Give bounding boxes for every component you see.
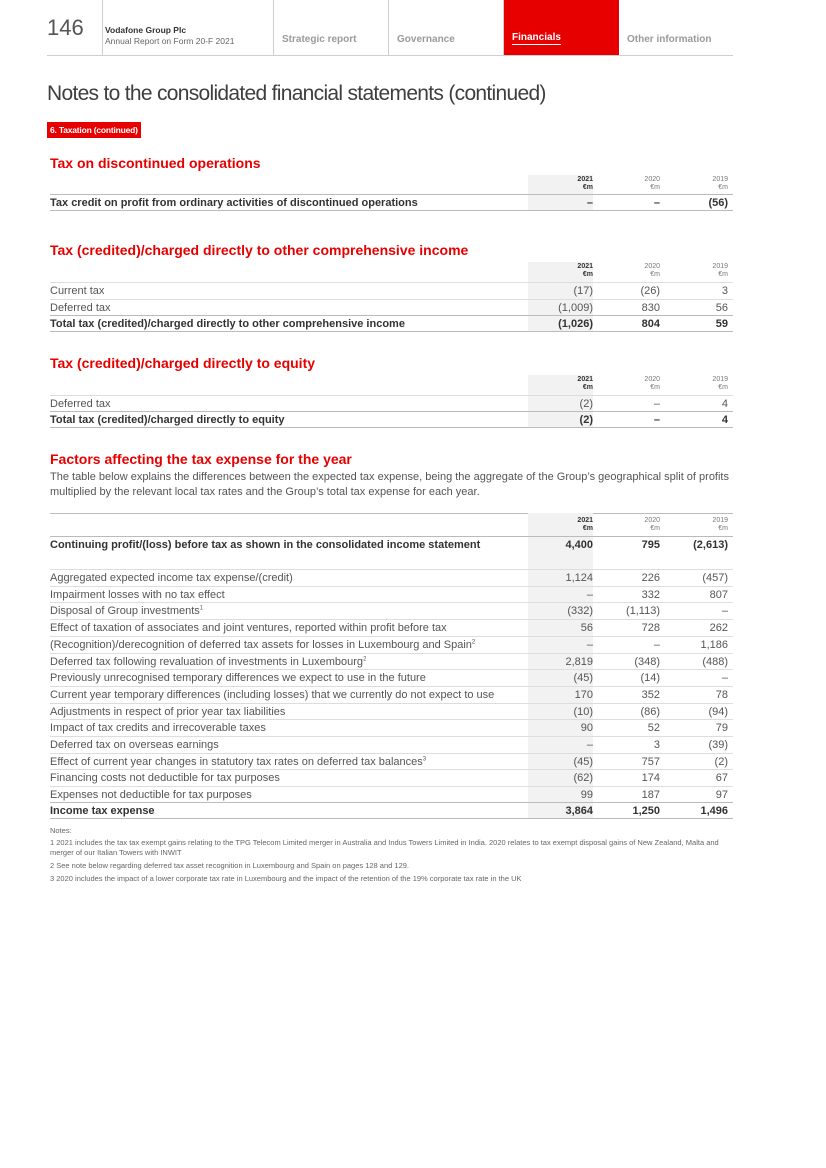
- table-row: Deferred tax (1,009) 830 56: [50, 299, 733, 316]
- table-row: Adjustments in respect of prior year tax liabilities (10) (86) (94): [50, 703, 733, 720]
- col-2021: 2021 €m: [577, 176, 593, 191]
- table-row: Effect of taxation of associates and joint ventures, reported within profit before tax 56 728 262: [50, 619, 733, 636]
- table-row: Financing costs not deductible for tax purposes (62) 174 67: [50, 769, 733, 786]
- top-navigation: [47, 0, 733, 56]
- col-2020: 2020 €m: [644, 176, 660, 191]
- table-row: Effect of current year changes in statutory tax rates on deferred tax balances$^3$ (45) 757 (2): [50, 753, 733, 770]
- section-title-oci: Tax (credited)/charged directly to other comprehensive income: [50, 242, 469, 258]
- footnotes: [50, 826, 730, 887]
- table-row: Deferred tax on overseas earnings – 3 (39): [50, 736, 733, 753]
- note-badge: 6. Taxation (continued): [47, 122, 141, 138]
- tab-strategic-report[interactable]: Strategic report: [274, 0, 389, 55]
- section-title-discontinued: Tax on discontinued operations: [50, 155, 261, 171]
- column-header: 2021 €m 2020 €m 2019 €m: [577, 517, 728, 532]
- report-identity: [103, 0, 274, 55]
- page-number: 146: [47, 14, 84, 40]
- table-row: Current year temporary differences (including losses) that we currently do not expect to use 170 352 78: [50, 686, 733, 703]
- report-name: Annual Report on Form 20-F 2021: [105, 36, 235, 46]
- notes-title: Notes:: [50, 826, 72, 835]
- footnote-2: 2 See note below regarding deferred tax asset recognition in Luxembourg and Spain on pages 128 and 129.: [50, 861, 410, 870]
- table-row: Expenses not deductible for tax purposes 99 187 97: [50, 786, 733, 803]
- company-name: Vodafone Group Plc: [105, 25, 187, 35]
- table-row: Deferred tax following revaluation of investments in Luxembourg$^2$ 2,819 (348) (488): [50, 653, 733, 670]
- divider: [50, 513, 733, 514]
- tab-governance[interactable]: Governance: [389, 0, 504, 55]
- table-row-total: Total tax (credited)/charged directly to other comprehensive income (1,026) 804 59: [50, 315, 733, 332]
- section-title-factors: Factors affecting the tax expense for the year: [50, 451, 352, 467]
- table-row: Aggregated expected income tax expense/(credit) 1,124 226 (457): [50, 569, 733, 586]
- page-number-box: [47, 0, 103, 55]
- table-row: Previously unrecognised temporary differences we expect to use in the future (45) (14) –: [50, 669, 733, 686]
- table-row: Current tax (17) (26) 3: [50, 282, 733, 299]
- column-header: 2021 €m 2020 €m 2019 €m: [577, 263, 728, 278]
- table-row-total: Total tax (credited)/charged directly to equity (2) – 4: [50, 411, 733, 428]
- section-title-equity: Tax (credited)/charged directly to equity: [50, 355, 316, 371]
- page-title: Notes to the consolidated financial statements (continued): [47, 82, 546, 105]
- table-row: Impairment losses with no tax effect – 332 807: [50, 586, 733, 603]
- column-header: [50, 176, 733, 196]
- col-2019: 2019 €m: [712, 176, 728, 191]
- section-intro: The table below explains the differences between the expected tax expense, being the aggregate of the Group’s geographical split of profits multiplied by the relevant local tax rates and the Group’s total tax expense for each year.: [50, 471, 729, 498]
- footnote-3: 3 2020 includes the impact of a lower corporate tax rate in Luxembourg and the impact of the retention of the 19% corporate tax rate in the UK: [50, 874, 522, 883]
- table-row: Deferred tax (2) – 4: [50, 395, 733, 412]
- table-row: Impact of tax credits and irrecoverable taxes 90 52 79: [50, 719, 733, 736]
- footnote-1: 1 2021 includes the tax tax exempt gains relating to the TPG Telecom Limited merger in Australia and Indus Towers Limited in India. 2020 relates to tax exempt disposal gains of New Zealand, Malta and merger of our Italian Towers with INWIT: [50, 838, 719, 857]
- table-row: (Recognition)/derecognition of deferred tax assets for losses in Luxembourg and Spain$^2$ – – 1,186: [50, 636, 733, 653]
- column-header: 2021 €m 2020 €m 2019 €m: [577, 376, 728, 391]
- table-row: Tax credit on profit from ordinary activities of discontinued operations – – (56): [50, 194, 733, 211]
- tab-other-information[interactable]: Other information: [627, 34, 712, 45]
- table-row-total: Income tax expense 3,864 1,250 1,496: [50, 802, 733, 819]
- table-row: Disposal of Group investments$^1$ (332) (1,113) –: [50, 602, 733, 619]
- table-row-profit: Continuing profit/(loss) before tax as shown in the consolidated income statement 4,400 795 (2,613): [50, 536, 733, 553]
- tab-financials[interactable]: Financials: [504, 0, 619, 55]
